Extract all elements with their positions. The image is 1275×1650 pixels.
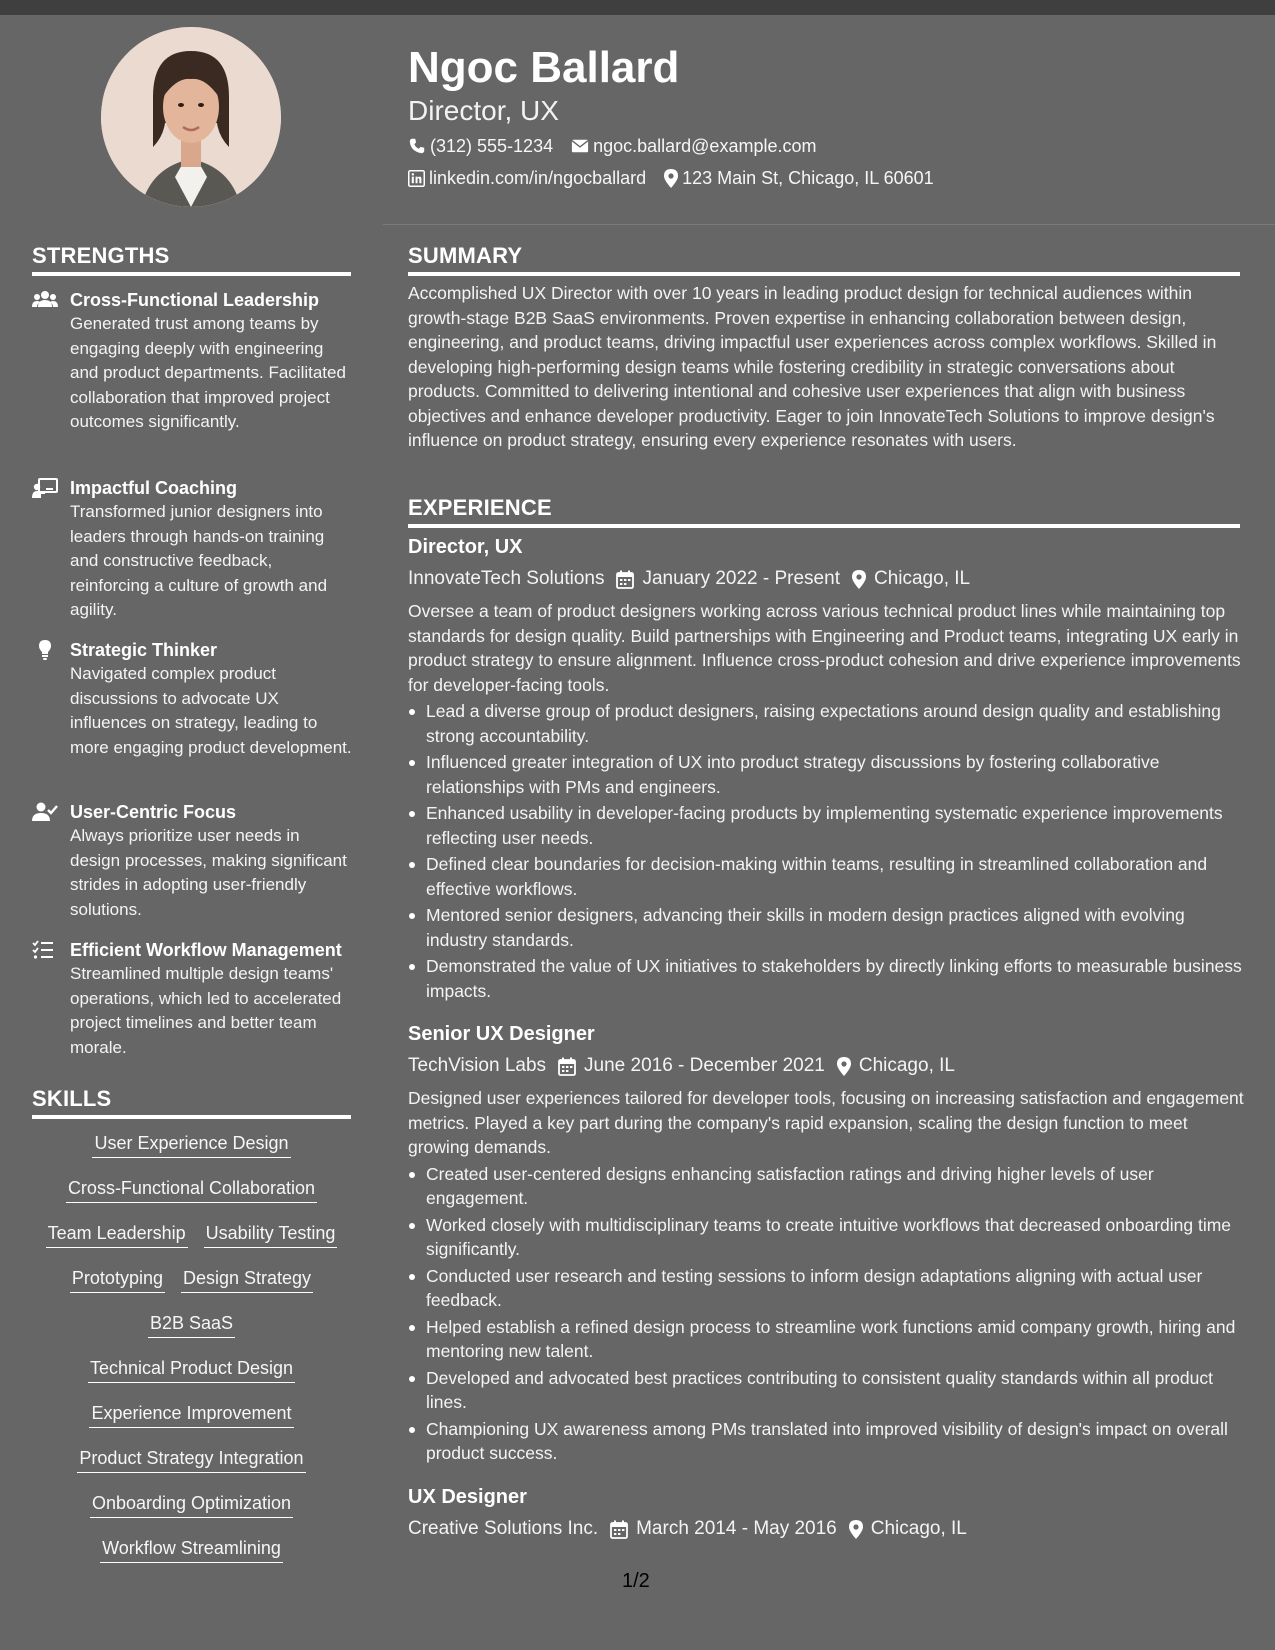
strength-item bbox=[32, 938, 352, 1060]
strength-text: Streamlined multiple design teams' operations, which led to accelerated project timelines and better team morale. bbox=[70, 964, 342, 1057]
skills-list bbox=[32, 1130, 351, 1580]
job-meta bbox=[408, 1051, 1244, 1081]
skill-tag: User Experience Design bbox=[92, 1130, 290, 1158]
job-location: Chicago, IL bbox=[870, 1518, 967, 1539]
job-company: Creative Solutions Inc. bbox=[408, 1518, 599, 1539]
job-bullet: Created user-centered designs enhancing satisfaction ratings and driving higher levels of user engagement. bbox=[426, 1162, 1244, 1211]
skill-tag: Technical Product Design bbox=[88, 1355, 295, 1383]
skill-tag: Team Leadership bbox=[46, 1220, 188, 1248]
strength-title: Cross-Functional Leadership bbox=[70, 290, 320, 310]
strength-text: Navigated complex product discussions to advocate UX influences on strategy, leading to more engaging product development. bbox=[70, 664, 352, 757]
email-text[interactable]: ngoc.ballard@example.com bbox=[593, 136, 817, 156]
skill-tag: Usability Testing bbox=[204, 1220, 338, 1248]
chalkboard-teacher-icon bbox=[32, 478, 58, 498]
strengths-heading: STRENGTHS bbox=[32, 242, 351, 276]
skill-tag: Onboarding Optimization bbox=[90, 1490, 293, 1518]
job-bullet: Worked closely with multidisciplinary teams to create intuitive workflows that decreased onboarding time significantly. bbox=[426, 1213, 1244, 1262]
header-divider bbox=[383, 224, 1275, 225]
calendar-icon bbox=[558, 1057, 576, 1076]
summary-heading: SUMMARY bbox=[408, 242, 1240, 276]
strength-text: Generated trust among teams by engaging deeply with engineering and product departments. Facilitated collaboration that improved project outcomes significantly. bbox=[70, 314, 346, 431]
job-bullet: Demonstrated the value of UX initiatives to stakeholders by directly linking efforts to measurable business impacts. bbox=[426, 954, 1244, 1003]
job-company: InnovateTech Solutions bbox=[408, 568, 605, 589]
skill-tag: Experience Improvement bbox=[89, 1400, 293, 1428]
job-entry bbox=[408, 1021, 1244, 1466]
job-bullet: Developed and advocated best practices contributing to consistent quality standards within all product lines. bbox=[426, 1366, 1244, 1415]
linkedin-text[interactable]: linkedin.com/in/ngocballard bbox=[429, 168, 647, 188]
phone-text: (312) 555-1234 bbox=[430, 136, 554, 156]
job-company: TechVision Labs bbox=[408, 1055, 547, 1076]
strength-item bbox=[32, 638, 352, 760]
calendar-icon bbox=[610, 1520, 628, 1539]
users-icon bbox=[32, 290, 58, 310]
experience-heading: EXPERIENCE bbox=[408, 494, 1240, 528]
address-item bbox=[664, 166, 934, 190]
strength-text: Transformed junior designers into leaders through hands-on training and constructive feedback, reinforcing a culture of growth and agility. bbox=[70, 502, 328, 619]
candidate-role: Director, UX bbox=[408, 95, 559, 126]
job-bullet: Helped establish a refined design process to streamline work functions amid company growth, hiring and mentoring new talent. bbox=[426, 1315, 1244, 1364]
job-bullets bbox=[408, 1162, 1244, 1466]
phone-item bbox=[408, 134, 553, 158]
strength-title: User-Centric Focus bbox=[70, 802, 237, 822]
skill-tag: B2B SaaS bbox=[148, 1310, 235, 1338]
job-bullet: Enhanced usability in developer-facing products by implementing systematic experience improvements reflecting user needs. bbox=[426, 801, 1244, 850]
list-check-icon bbox=[32, 940, 58, 960]
contact-row-2 bbox=[408, 166, 934, 190]
job-description: Designed user experiences tailored for developer tools, focusing on increasing satisfaction and engagement metrics. Played a key part during the company's rapid expansion, scaling the design function to meet growing demands. bbox=[408, 1088, 1244, 1157]
page-number: 1/2 bbox=[622, 1570, 650, 1592]
address-text: 123 Main St, Chicago, IL 60601 bbox=[682, 168, 934, 188]
map-pin-icon bbox=[664, 169, 678, 188]
job-bullet: Mentored senior designers, advancing their skills in modern design practices aligned with evolving industry standards. bbox=[426, 903, 1244, 952]
map-pin-icon bbox=[852, 570, 866, 589]
map-pin-icon bbox=[849, 1520, 863, 1539]
skill-tag: Product Strategy Integration bbox=[77, 1445, 305, 1473]
strength-title: Efficient Workflow Management bbox=[70, 940, 342, 960]
avatar bbox=[101, 27, 281, 207]
phone-icon bbox=[408, 137, 426, 155]
linkedin-item[interactable] bbox=[408, 166, 646, 190]
job-title: Senior UX Designer bbox=[408, 1023, 595, 1045]
job-bullet: Championing UX awareness among PMs translated into improved visibility of design's impact on overall product success. bbox=[426, 1417, 1244, 1466]
job-dates: March 2014 - May 2016 bbox=[636, 1518, 837, 1539]
job-description: Oversee a team of product designers working across various technical product lines while maintaining top standards for design quality. Build partnerships with Engineering and Product teams, integrating UX early in product strategy to ensure alignment. Influence cross-product cohesion and drive experience improvements for developer-facing tools. bbox=[408, 601, 1241, 695]
job-entry bbox=[408, 534, 1244, 1003]
skill-tag: Cross-Functional Collaboration bbox=[66, 1175, 317, 1203]
job-title: Director, UX bbox=[408, 536, 523, 558]
contact-row-1 bbox=[408, 134, 816, 158]
strength-item bbox=[32, 288, 352, 435]
skill-tag: Design Strategy bbox=[181, 1265, 313, 1293]
job-dates: June 2016 - December 2021 bbox=[584, 1055, 825, 1076]
email-item[interactable] bbox=[571, 134, 816, 158]
candidate-name: Ngoc Ballard bbox=[408, 43, 680, 92]
top-bar bbox=[0, 0, 1275, 15]
user-check-icon bbox=[32, 802, 58, 822]
calendar-icon bbox=[616, 570, 634, 589]
strength-item bbox=[32, 476, 352, 623]
strength-title: Strategic Thinker bbox=[70, 640, 218, 660]
job-bullet: Conducted user research and testing sessions to inform design adaptations aligning with actual user feedback. bbox=[426, 1264, 1244, 1313]
strength-title: Impactful Coaching bbox=[70, 478, 238, 498]
linkedin-icon bbox=[408, 170, 425, 187]
job-location: Chicago, IL bbox=[873, 568, 971, 589]
summary-text: Accomplished UX Director with over 10 years in leading product design for technical audiences within growth-stage B2B SaaS environments. Proven expertise in enhancing collaboration between design, engineering, and product teams, driving impactful user experiences across complex workflows. Skilled in developing high-performing design teams while fostering credibility in strategic conversations about products. Committed to delivering intentional and cohesive user experiences that align with business objectives and enhance developer productivity. Eager to join InnovateTech Solutions to improve design's influence on product strategy, ensuring every experience resonates with users. bbox=[408, 283, 1217, 450]
job-meta bbox=[408, 1514, 1244, 1544]
map-pin-icon bbox=[837, 1057, 851, 1076]
job-bullet: Defined clear boundaries for decision-making within teams, resulting in streamlined collaboration and effective workflows. bbox=[426, 852, 1244, 901]
job-location: Chicago, IL bbox=[858, 1055, 955, 1076]
job-bullet: Lead a diverse group of product designers, raising expectations around design quality and establishing strong accountability. bbox=[426, 699, 1244, 748]
lightbulb-icon bbox=[32, 640, 58, 660]
job-entry bbox=[408, 1484, 1244, 1544]
job-meta bbox=[408, 564, 1244, 594]
job-bullet: Influenced greater integration of UX into product strategy discussions by fostering collaborative relationships with PMs and engineers. bbox=[426, 750, 1244, 799]
job-bullets bbox=[408, 699, 1244, 1003]
skills-heading: SKILLS bbox=[32, 1085, 351, 1119]
strength-text: Always prioritize user needs in design processes, making significant strides in adopting user-friendly solutions. bbox=[70, 826, 347, 919]
envelope-icon bbox=[571, 138, 589, 154]
skill-tag: Workflow Streamlining bbox=[100, 1535, 283, 1563]
strength-item bbox=[32, 800, 352, 922]
skill-tag: Prototyping bbox=[70, 1265, 165, 1293]
job-dates: January 2022 - Present bbox=[642, 568, 840, 589]
job-title: UX Designer bbox=[408, 1486, 527, 1508]
